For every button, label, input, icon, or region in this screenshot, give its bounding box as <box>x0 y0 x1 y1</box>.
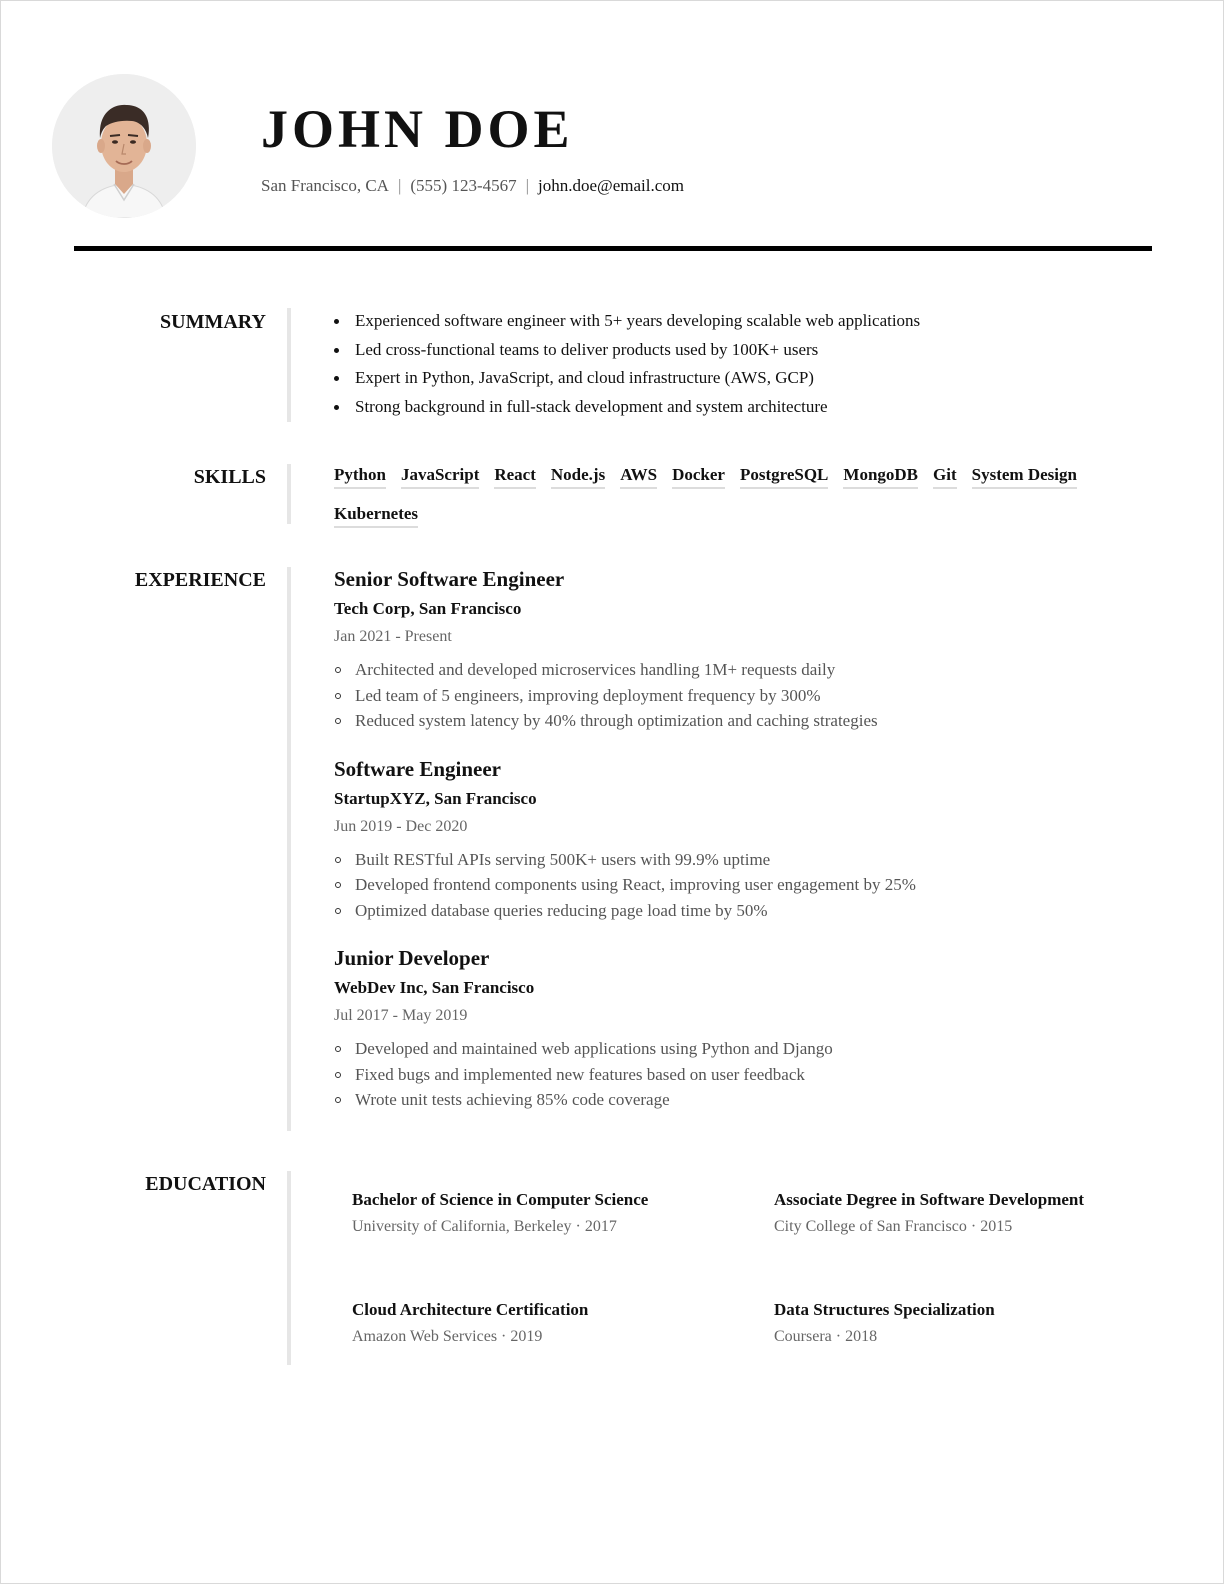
summary-item: Expert in Python, JavaScript, and cloud infrastructure (AWS, GCP) <box>334 364 1164 393</box>
skill-tag: Git <box>933 464 957 489</box>
profile-photo <box>52 74 196 218</box>
contact-separator: | <box>397 176 402 195</box>
job-bullet: Fixed bugs and implemented new features based on user feedback <box>334 1062 1164 1088</box>
section-bar <box>287 464 291 524</box>
job-bullet: Developed and maintained web applications using Python and Django <box>334 1036 1164 1062</box>
education-title: Data Structures Specialization <box>774 1300 995 1319</box>
education-subtitle: Amazon Web Services · 2019 <box>352 1328 543 1345</box>
contact-email-link[interactable]: john.doe@email.com <box>538 176 684 195</box>
job-title: Software Engineer <box>334 756 502 781</box>
section-title-skills: SKILLS <box>193 466 266 488</box>
job-entry <box>334 756 1164 924</box>
section-title-experience: EXPERIENCE <box>134 569 266 591</box>
contact-separator: | <box>525 176 530 195</box>
section-bar <box>287 567 291 1131</box>
job-bullet: Wrote unit tests achieving 85% code coverage <box>334 1087 1164 1113</box>
education-item <box>352 1299 588 1347</box>
education-title: Associate Degree in Software Development <box>774 1190 1085 1209</box>
contact-line <box>261 175 684 197</box>
skill-tag: PostgreSQL <box>740 464 828 489</box>
contact-phone: (555) 123-4567 <box>410 176 517 195</box>
section-title-summary: SUMMARY <box>160 311 266 333</box>
summary-list <box>334 307 1164 421</box>
section-bar <box>287 1171 291 1365</box>
job-entry <box>334 945 1164 1113</box>
skill-tag: Kubernetes <box>334 503 418 528</box>
education-item <box>352 1189 648 1237</box>
contact-location: San Francisco, CA <box>261 176 389 195</box>
job-dates: Jun 2019 - Dec 2020 <box>334 817 468 835</box>
education-subtitle: Coursera · 2018 <box>774 1328 878 1345</box>
education-title: Bachelor of Science in Computer Science <box>352 1190 649 1209</box>
section-bar <box>287 308 291 422</box>
job-title: Junior Developer <box>334 946 490 970</box>
skill-tag: Python <box>334 464 386 489</box>
job-dates: Jan 2021 - Present <box>334 628 452 645</box>
education-item <box>774 1299 995 1347</box>
skill-tag: Docker <box>672 464 725 489</box>
skill-tag: JavaScript <box>401 464 479 489</box>
education-subtitle: University of California, Berkeley · 2017 <box>352 1218 617 1235</box>
skill-tag: AWS <box>620 464 657 489</box>
summary-item: Strong background in full-stack development and system architecture <box>334 393 1164 422</box>
summary-item: Experienced software engineer with 5+ years developing scalable web applications <box>334 307 1164 336</box>
job-bullets <box>334 657 1164 734</box>
skills-list <box>334 464 1134 528</box>
job-entry <box>334 566 1164 734</box>
job-company: StartupXYZ, San Francisco <box>334 788 537 808</box>
skill-tag: Node.js <box>551 464 605 489</box>
skill-tag: React <box>494 464 536 489</box>
candidate-name: JOHN DOE <box>261 99 574 159</box>
avatar-portrait-icon <box>52 74 196 218</box>
job-bullet: Optimized database queries reducing page load time by 50% <box>334 898 1164 924</box>
job-bullet: Built RESTful APIs serving 500K+ users with 99.9% uptime <box>334 847 1164 873</box>
job-bullets <box>334 847 1164 924</box>
job-bullet: Developed frontend components using React, improving user engagement by 25% <box>334 872 1164 898</box>
job-bullet: Reduced system latency by 40% through optimization and caching strategies <box>334 708 1164 734</box>
job-company: Tech Corp, San Francisco <box>334 599 522 618</box>
education-item <box>774 1189 1084 1237</box>
education-subtitle: City College of San Francisco · 2015 <box>774 1218 1013 1235</box>
job-dates: Jul 2017 - May 2019 <box>334 1007 468 1024</box>
job-bullet: Architected and developed microservices handling 1M+ requests daily <box>334 657 1164 683</box>
job-bullet: Led team of 5 engineers, improving deployment frequency by 300% <box>334 683 1164 709</box>
job-title: Senior Software Engineer <box>334 567 565 591</box>
header-divider <box>74 246 1152 251</box>
summary-item: Led cross-functional teams to deliver products used by 100K+ users <box>334 336 1164 365</box>
section-title-education: EDUCATION <box>145 1173 266 1195</box>
education-title: Cloud Architecture Certification <box>352 1300 589 1319</box>
job-company: WebDev Inc, San Francisco <box>334 978 535 997</box>
skill-tag: System Design <box>972 464 1077 489</box>
skill-tag: MongoDB <box>843 464 918 489</box>
job-bullets <box>334 1036 1164 1113</box>
